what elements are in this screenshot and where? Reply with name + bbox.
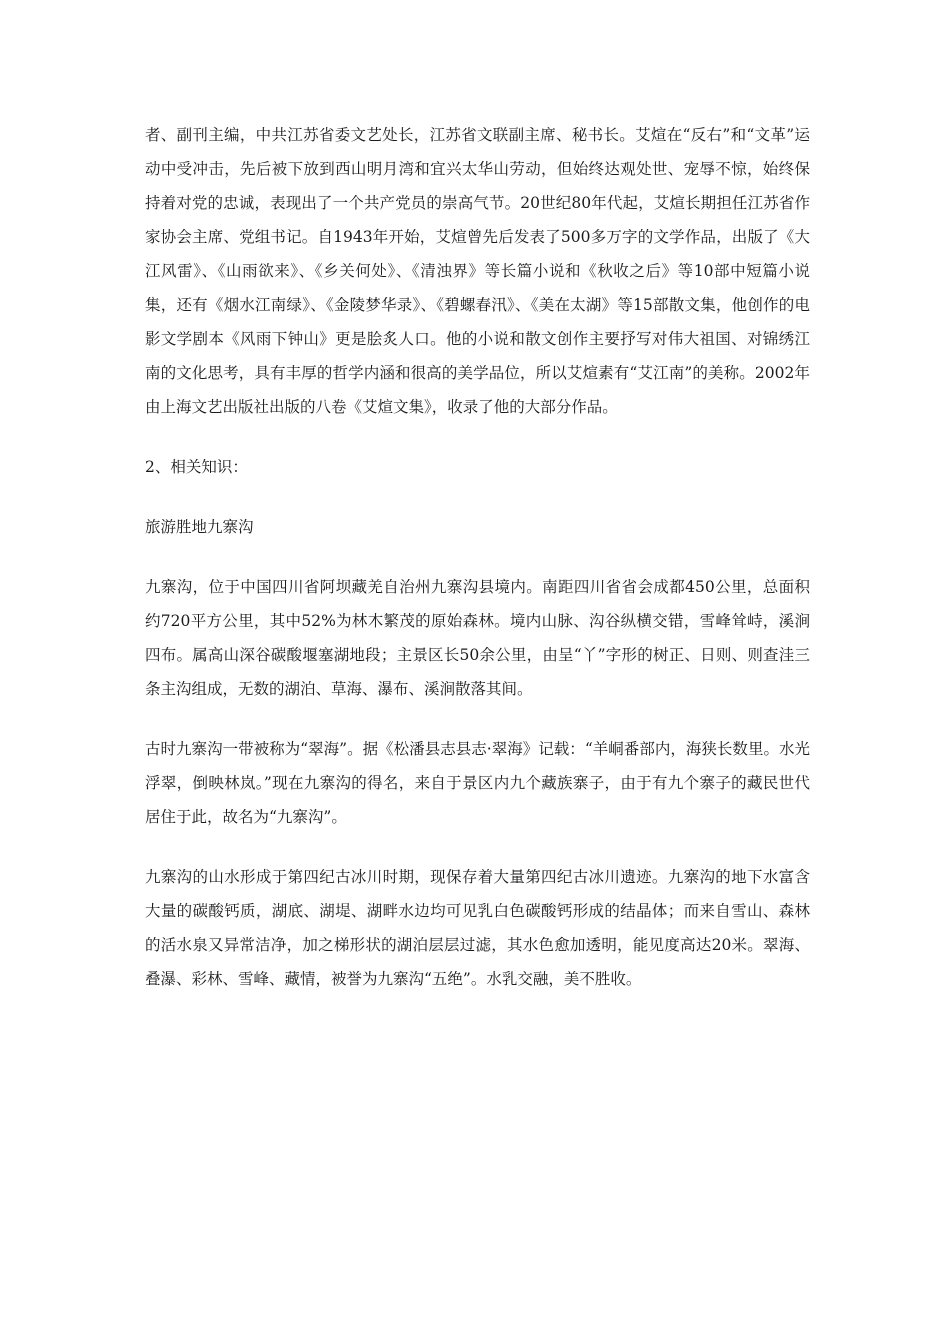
paragraph-jiuzhaigou-location: 九寨沟，位于中国四川省阿坝藏羌自治州九寨沟县境内。南距四川省省会成都450公里，总面积约720平方公里，其中52%为林木繁茂的原始森林。境内山脉、沟谷纵横交错，雪峰耸峙，溪涧四布。属高山深谷碳酸堰塞湖地段；主景区长50余公里，由呈“丫”字形的树正、日则、则查洼三条主沟组成，无数的湖泊、草海、瀑布、溪涧散落其间。 [145, 578, 810, 698]
paragraph-author-bio: 者、副刊主编，中共江苏省委文艺处长，江苏省文联副主席、秘书长。艾煊在“反右”和“文革”运动中受冲击，先后被下放到西山明月湾和宜兴太华山劳动，但始终达观处世、宠辱不惊，始终保持着对党的忠诚，表现出了一个共产党员的崇高气节。20世纪80年代起，艾煊长期担任江苏省作家协会主席、党组书记。自1943年开始，艾煊曾先后发表了500多万字的文学作品，出版了《大江风雷》、《山雨欲来》、《乡关何处》、《清浊界》等长篇小说和《秋收之后》等10部中短篇小说集，还有《烟水江南绿》、《金陵梦华录》、《碧螺春汛》、《美在太湖》等15部散文集，他创作的电影文学剧本《风雨下钟山》更是脍炙人口。他的小说和散文创作主要抒写对伟大祖国、对锦绣江南的文化思考，具有丰厚的哲学内涵和很高的美学品位，所以艾煊素有“艾江南”的美称。2002年由上海文艺出版社出版的八卷《艾煊文集》，收录了他的大部分作品。 [145, 126, 810, 416]
paragraph-jiuzhaigou-name-origin: 古时九寨沟一带被称为“翠海”。据《松潘县志县志·翠海》记载：“羊峒番部内，海狭长数里。水光浮翠，倒映林岚。”现在九寨沟的得名，来自于景区内九个藏族寨子，由于有九个寨子的藏民世代居住于此，故名为“九寨沟”。 [145, 740, 810, 826]
paragraph-jiuzhaigou-landscape: 九寨沟的山水形成于第四纪古冰川时期，现保存着大量第四纪古冰川遗迹。九寨沟的地下水富含大量的碳酸钙质，湖底、湖堤、湖畔水边均可见乳白色碳酸钙形成的结晶体；而来自雪山、森林的活水泉又异常洁净，加之梯形状的湖泊层层过滤，其水色愈加透明，能见度高达20米。翠海、叠瀑、彩林、雪峰、藏情，被誉为九寨沟“五绝”。水乳交融，美不胜收。 [145, 868, 810, 988]
document-body [145, 118, 810, 1022]
section-heading-related-knowledge: 2、相关知识： [145, 458, 248, 476]
subheading-jiuzhaigou: 旅游胜地九寨沟 [145, 518, 254, 536]
